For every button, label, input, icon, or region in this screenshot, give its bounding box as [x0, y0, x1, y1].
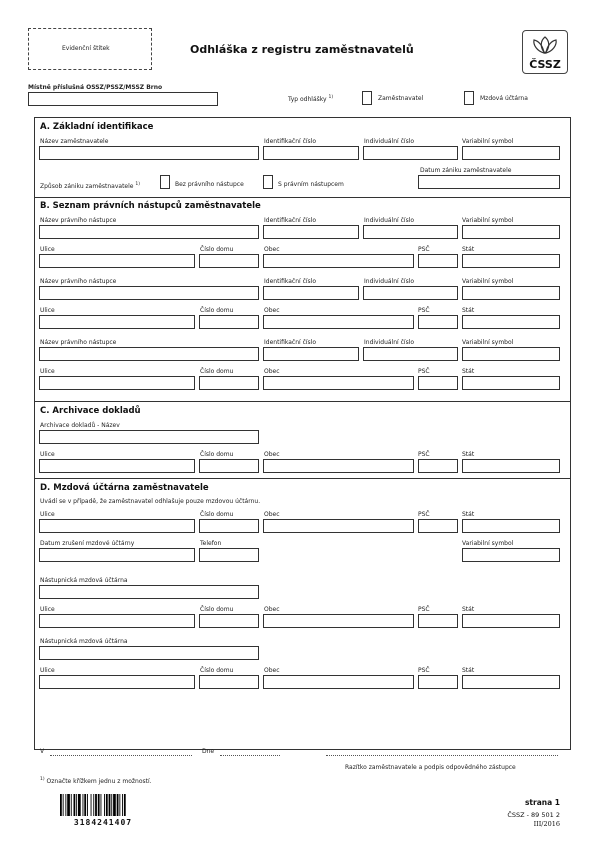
payroll-zip-field[interactable] [418, 519, 458, 533]
next-payroll-2-field[interactable] [39, 646, 259, 660]
successor-2-street-field[interactable] [39, 315, 195, 329]
next-payroll-2-city-label: Obec [264, 667, 280, 674]
payroll-variable-symbol-field[interactable] [462, 548, 560, 562]
termination-method-label: Způsob zániku zaměstnavatele $^{1)}$ [40, 182, 141, 190]
successor-2-name-field[interactable] [39, 286, 259, 300]
successor-3-street-label: Ulice [40, 368, 55, 375]
successor-2-var-field[interactable] [462, 286, 560, 300]
successor-2-house-label: Číslo domu [200, 307, 234, 314]
archive-state-field[interactable] [462, 459, 560, 473]
successor-3-id-field[interactable] [263, 347, 359, 361]
variable-symbol-label: Variabilní symbol [462, 138, 514, 145]
successor-2-name-label: Název právního nástupce [40, 278, 117, 285]
id-number-label: Identifikační číslo [264, 138, 317, 145]
evidence-stamp-label: Evidenční štítek [62, 45, 110, 52]
individual-number-label: Individuální číslo [364, 138, 415, 145]
barcode-bar-14 [98, 794, 100, 816]
barcode-bar-19 [111, 794, 112, 816]
office-field[interactable] [28, 92, 218, 106]
section-d-title: D. Mzdová účtárna zaměstnavatele [40, 483, 209, 493]
separator-b [34, 197, 571, 198]
successor-1-city-field[interactable] [263, 254, 414, 268]
barcode-bar-22 [119, 794, 120, 816]
successor-1-id-label: Identifikační číslo [264, 217, 317, 224]
successor-2-id-label: Identifikační číslo [264, 278, 317, 285]
payroll-house-label: Číslo domu [200, 511, 234, 518]
separator-d [34, 478, 571, 479]
date-label: Dne [202, 748, 215, 755]
successor-3-street-field[interactable] [39, 376, 195, 390]
section-a-title: A. Základní identifikace [40, 122, 154, 132]
barcode-bar-7 [78, 794, 81, 816]
barcode [60, 794, 146, 816]
successor-2-city-label: Obec [264, 307, 280, 314]
payroll-city-label: Obec [264, 511, 280, 518]
payroll-city-field[interactable] [263, 519, 414, 533]
successor-3-name-field[interactable] [39, 347, 259, 361]
successor-3-var-field[interactable] [462, 347, 560, 361]
barcode-bar-2 [65, 794, 66, 816]
signature-label: Razítko zaměstnavatele a podpis odpovědného zástupce [345, 764, 516, 771]
barcode-bar-11 [91, 794, 92, 816]
payroll-zip-label: PSČ [418, 511, 430, 518]
successor-2-id-field[interactable] [263, 286, 359, 300]
cancel-date-label: Datum zrušení mzdové účtárny [40, 540, 135, 547]
successor-3-house-label: Číslo domu [200, 368, 234, 375]
successor-1-name-field[interactable] [39, 225, 259, 239]
barcode-bar-24 [124, 794, 126, 816]
successor-3-zip-field[interactable] [418, 376, 458, 390]
barcode-bar-16 [104, 794, 105, 816]
next-payroll-1-zip-field[interactable] [418, 614, 458, 628]
form-version: III/2016 [533, 820, 560, 828]
type-payroll-checkbox[interactable] [464, 91, 474, 105]
barcode-bar-12 [93, 794, 94, 816]
next-payroll-1-state-label: Stát [462, 606, 475, 613]
next-payroll-2-zip-label: PSČ [418, 667, 430, 674]
successor-3-indiv-field[interactable] [363, 347, 458, 361]
successor-1-house-field[interactable] [199, 254, 259, 268]
successor-3-house-field[interactable] [199, 376, 259, 390]
archive-street-label: Ulice [40, 451, 55, 458]
cancel-date-field[interactable] [39, 548, 195, 562]
successor-2-city-field[interactable] [263, 315, 414, 329]
successor-2-indiv-label: Individuální číslo [364, 278, 415, 285]
next-payroll-2-house-label: Číslo domu [200, 667, 234, 674]
signature-field[interactable] [326, 747, 558, 756]
page-number: strana 1 [524, 798, 560, 807]
office-label: Místně příslušná OSSZ/PSSZ/MSSZ Brno [28, 84, 163, 91]
no-successor-checkbox[interactable] [160, 175, 170, 189]
payroll-state-field[interactable] [462, 519, 560, 533]
section-b-title: B. Seznam právních nástupců zaměstnavatele [40, 201, 261, 211]
successor-1-id-field[interactable] [263, 225, 359, 239]
individual-number-field[interactable] [363, 146, 458, 160]
successor-3-state-field[interactable] [462, 376, 560, 390]
successor-1-street-field[interactable] [39, 254, 195, 268]
barcode-bar-10 [87, 794, 88, 816]
payroll-street-label: Ulice [40, 511, 55, 518]
successor-3-state-label: Stát [462, 368, 475, 375]
barcode-bar-4 [71, 794, 72, 816]
successor-1-zip-label: PSČ [418, 246, 430, 253]
next-payroll-2-state-label: Stát [462, 667, 475, 674]
employer-name-label: Název zaměstnavatele [40, 138, 109, 145]
with-successor-label: S právním nástupcem [278, 181, 344, 188]
separator-c [34, 401, 571, 402]
successor-3-zip-label: PSČ [418, 368, 430, 375]
barcode-bar-20 [113, 794, 116, 816]
termination-date-field[interactable] [418, 175, 560, 189]
termination-date-label: Datum zániku zaměstnavatele [420, 167, 512, 174]
successor-3-var-label: Variabilní symbol [462, 339, 514, 346]
type-employer-label: Zaměstnavatel [378, 95, 424, 102]
next-payroll-2-label: Nástupnická mzdová účtárna [40, 638, 128, 645]
date-field[interactable] [220, 747, 280, 756]
successor-1-zip-field[interactable] [418, 254, 458, 268]
barcode-bar-1 [63, 794, 64, 816]
payroll-house-field[interactable] [199, 519, 259, 533]
next-payroll-1-house-label: Číslo domu [200, 606, 234, 613]
next-payroll-1-city-field[interactable] [263, 614, 414, 628]
employer-name-field[interactable] [39, 146, 259, 160]
next-payroll-1-label: Nástupnická mzdová účtárna [40, 577, 128, 584]
successor-1-indiv-label: Individuální číslo [364, 217, 415, 224]
page-title: Odhláška z registru zaměstnavatelů [190, 43, 414, 56]
next-payroll-1-zip-label: PSČ [418, 606, 430, 613]
barcode-bar-8 [83, 794, 84, 816]
phone-label: Telefon [200, 540, 222, 547]
barcode-bar-18 [109, 794, 111, 816]
archive-house-field[interactable] [199, 459, 259, 473]
successor-1-city-label: Obec [264, 246, 280, 253]
archive-street-field[interactable] [39, 459, 195, 473]
payroll-street-field[interactable] [39, 519, 195, 533]
payroll-state-label: Stát [462, 511, 475, 518]
variable-symbol-field[interactable] [462, 146, 560, 160]
archive-name-field[interactable] [39, 430, 259, 444]
successor-1-house-label: Číslo domu [200, 246, 234, 253]
barcode-bar-3 [67, 794, 70, 816]
type-payroll-label: Mzdová účtárna [480, 95, 528, 102]
archive-zip-label: PSČ [418, 451, 430, 458]
next-payroll-1-street-field[interactable] [39, 614, 195, 628]
barcode-bar-0 [60, 794, 62, 816]
logo-text: ČSSZ [529, 58, 561, 71]
next-payroll-2-city-field[interactable] [263, 675, 414, 689]
successor-1-name-label: Název právního nástupce [40, 217, 117, 224]
successor-3-indiv-label: Individuální číslo [364, 339, 415, 346]
barcode-bar-6 [76, 794, 77, 816]
successor-1-var-field[interactable] [462, 225, 560, 239]
next-payroll-2-street-label: Ulice [40, 667, 55, 674]
successor-2-zip-field[interactable] [418, 315, 458, 329]
barcode-bar-9 [84, 794, 86, 816]
next-payroll-1-state-field[interactable] [462, 614, 560, 628]
barcode-bar-17 [106, 794, 108, 816]
next-payroll-2-state-field[interactable] [462, 675, 560, 689]
place-label: V [40, 748, 45, 755]
successor-2-state-field[interactable] [462, 315, 560, 329]
barcode-number: 3184241407 [73, 818, 133, 827]
cssz-logo [522, 30, 568, 74]
successor-1-state-field[interactable] [462, 254, 560, 268]
successor-3-city-label: Obec [264, 368, 280, 375]
next-payroll-1-city-label: Obec [264, 606, 280, 613]
with-successor-checkbox[interactable] [263, 175, 273, 189]
form-code: ČSSZ - 89 501 2 [507, 811, 560, 819]
barcode-bar-21 [117, 794, 119, 816]
barcode-bar-5 [74, 794, 76, 816]
archive-name-label: Archivace dokladů - Název [40, 422, 120, 429]
successor-2-state-label: Stát [462, 307, 475, 314]
type-label: Typ odhlášky $^{1)}$ [288, 95, 334, 103]
section-c-title: C. Archivace dokladů [40, 406, 141, 416]
payroll-variable-symbol-label: Variabilní symbol [462, 540, 514, 547]
lotus-icon [523, 35, 567, 55]
successor-1-indiv-field[interactable] [363, 225, 458, 239]
archive-city-field[interactable] [263, 459, 414, 473]
footnote: $^{1)}$ Označte křížkem jednu z možností. [40, 777, 152, 785]
barcode-bar-23 [122, 794, 123, 816]
next-payroll-1-house-field[interactable] [199, 614, 259, 628]
successor-1-street-label: Ulice [40, 246, 55, 253]
successor-2-zip-label: PSČ [418, 307, 430, 314]
section-d-note: Uvádí se v případě, že zaměstnavatel odhlašuje pouze mzdovou účtárnu. [40, 498, 261, 505]
successor-3-city-field[interactable] [263, 376, 414, 390]
next-payroll-1-street-label: Ulice [40, 606, 55, 613]
archive-zip-field[interactable] [418, 459, 458, 473]
barcode-bar-15 [101, 794, 102, 816]
phone-field[interactable] [199, 548, 259, 562]
next-payroll-2-zip-field[interactable] [418, 675, 458, 689]
successor-2-street-label: Ulice [40, 307, 55, 314]
successor-2-indiv-field[interactable] [363, 286, 458, 300]
next-payroll-2-street-field[interactable] [39, 675, 195, 689]
id-number-field[interactable] [263, 146, 359, 160]
next-payroll-2-house-field[interactable] [199, 675, 259, 689]
successor-1-state-label: Stát [462, 246, 475, 253]
archive-city-label: Obec [264, 451, 280, 458]
successor-3-name-label: Název právního nástupce [40, 339, 117, 346]
place-field[interactable] [50, 747, 192, 756]
archive-house-label: Číslo domu [200, 451, 234, 458]
barcode-bar-13 [95, 794, 97, 816]
successor-1-var-label: Variabilní symbol [462, 217, 514, 224]
no-successor-label: Bez právního nástupce [175, 181, 244, 188]
successor-2-house-field[interactable] [199, 315, 259, 329]
successor-2-var-label: Variabilní symbol [462, 278, 514, 285]
successor-3-id-label: Identifikační číslo [264, 339, 317, 346]
archive-state-label: Stát [462, 451, 475, 458]
type-employer-checkbox[interactable] [362, 91, 372, 105]
next-payroll-1-field[interactable] [39, 585, 259, 599]
